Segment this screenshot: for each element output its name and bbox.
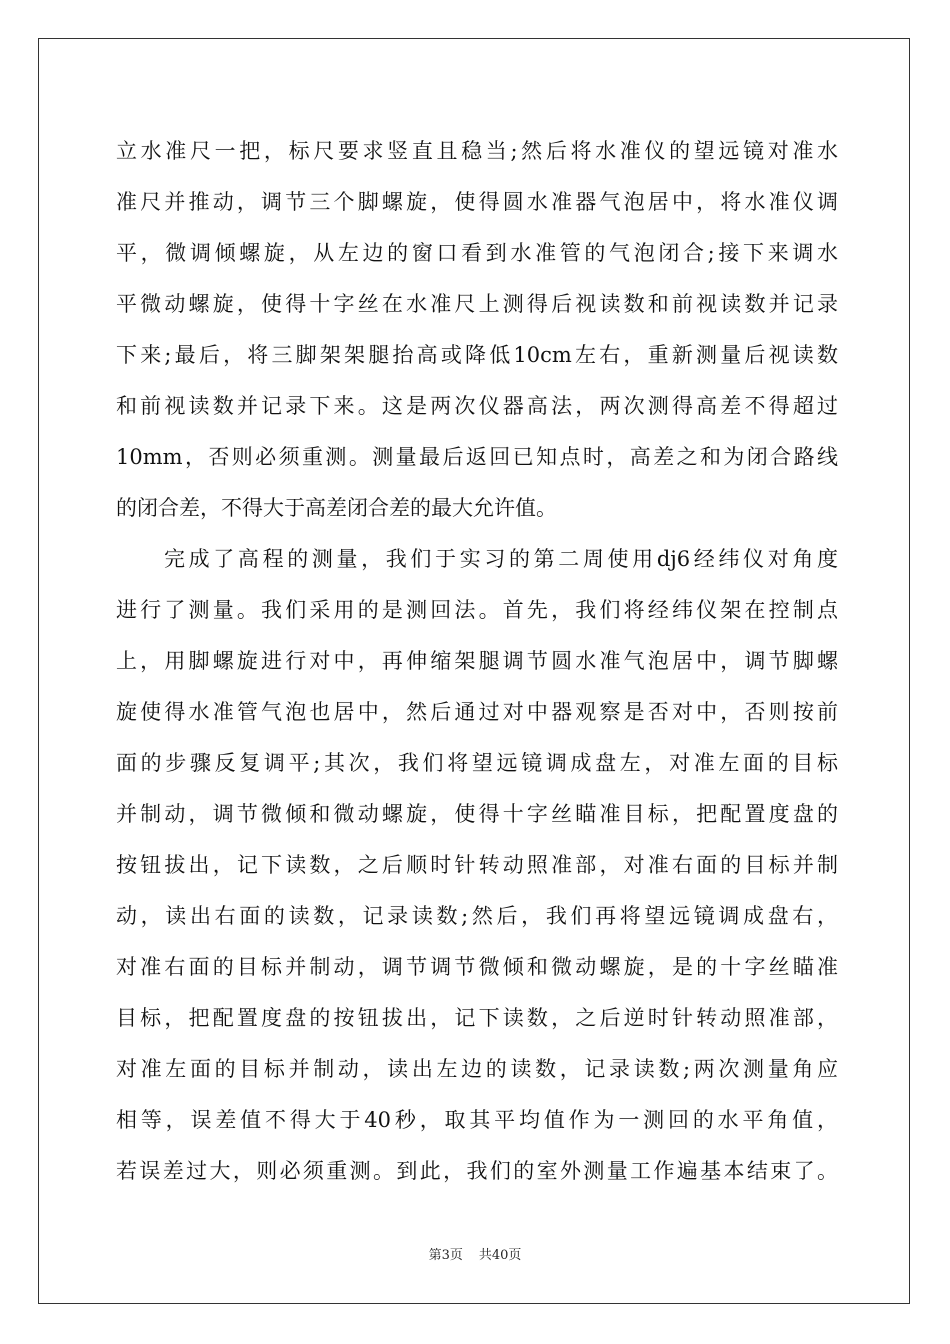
- paragraph-line: 平，微调倾螺旋，从左边的窗口看到水准管的气泡闭合;接下来调水: [116, 241, 838, 265]
- paragraph-line: 下来;最后，将三脚架架腿抬高或降低10cm左右，重新测量后视读数: [116, 343, 838, 367]
- paragraph-line: 的闭合差，不得大于高差闭合差的最大允许值。: [116, 496, 557, 520]
- page-footer: [0, 1244, 950, 1263]
- paragraph-line: 若误差过大，则必须重测。到此，我们的室外测量工作遍基本结束了。: [116, 1159, 838, 1183]
- paragraph-line: 准尺并推动，调节三个脚螺旋，使得圆水准器气泡居中，将水准仪调: [116, 190, 838, 214]
- paragraph-line: 相等，误差值不得大于40秒，取其平均值作为一测回的水平角值，: [116, 1108, 838, 1132]
- page-total: 共40页: [478, 1248, 522, 1263]
- paragraph-line: 平微动螺旋，使得十字丝在水准尺上测得后视读数和前视读数并记录: [116, 292, 838, 316]
- paragraph-line: 和前视读数并记录下来。这是两次仪器高法，两次测得高差不得超过: [116, 394, 838, 418]
- document-body: [116, 126, 838, 1197]
- paragraph-line: 目标，把配置度盘的按钮拔出，记下读数，之后逆时针转动照准部，: [116, 1006, 838, 1030]
- paragraph-line: 按钮拔出，记下读数，之后顺时针转动照准部，对准右面的目标并制: [116, 853, 838, 877]
- paragraph-line: 10mm，否则必须重测。测量最后返回已知点时，高差之和为闭合路线: [116, 445, 838, 469]
- page-number: 第3页: [428, 1248, 463, 1263]
- paragraph-line: 动，读出右面的读数，记录读数;然后，我们再将望远镜调成盘右，: [116, 904, 838, 928]
- paragraph-line: 立水准尺一把，标尺要求竖直且稳当;然后将水准仪的望远镜对准水: [116, 139, 838, 163]
- paragraph-line: 并制动，调节微倾和微动螺旋，使得十字丝瞄准目标，把配置度盘的: [116, 802, 838, 826]
- paragraph-line: 完成了高程的测量，我们于实习的第二周使用dj6经纬仪对角度: [164, 547, 838, 571]
- paragraph-line: 面的步骤反复调平;其次，我们将望远镜调成盘左，对准左面的目标: [116, 751, 838, 775]
- paragraph-line: 旋使得水准管气泡也居中，然后通过对中器观察是否对中，否则按前: [116, 700, 838, 724]
- paragraph-line: 对准左面的目标并制动，读出左边的读数，记录读数;两次测量角应: [116, 1057, 838, 1081]
- paragraph-line: 上，用脚螺旋进行对中，再伸缩架腿调节圆水准气泡居中，调节脚螺: [116, 649, 838, 673]
- paragraph-line: 进行了测量。我们采用的是测回法。首先，我们将经纬仪架在控制点: [116, 598, 838, 622]
- paragraph-line: 对准右面的目标并制动，调节调节微倾和微动螺旋，是的十字丝瞄准: [116, 955, 838, 979]
